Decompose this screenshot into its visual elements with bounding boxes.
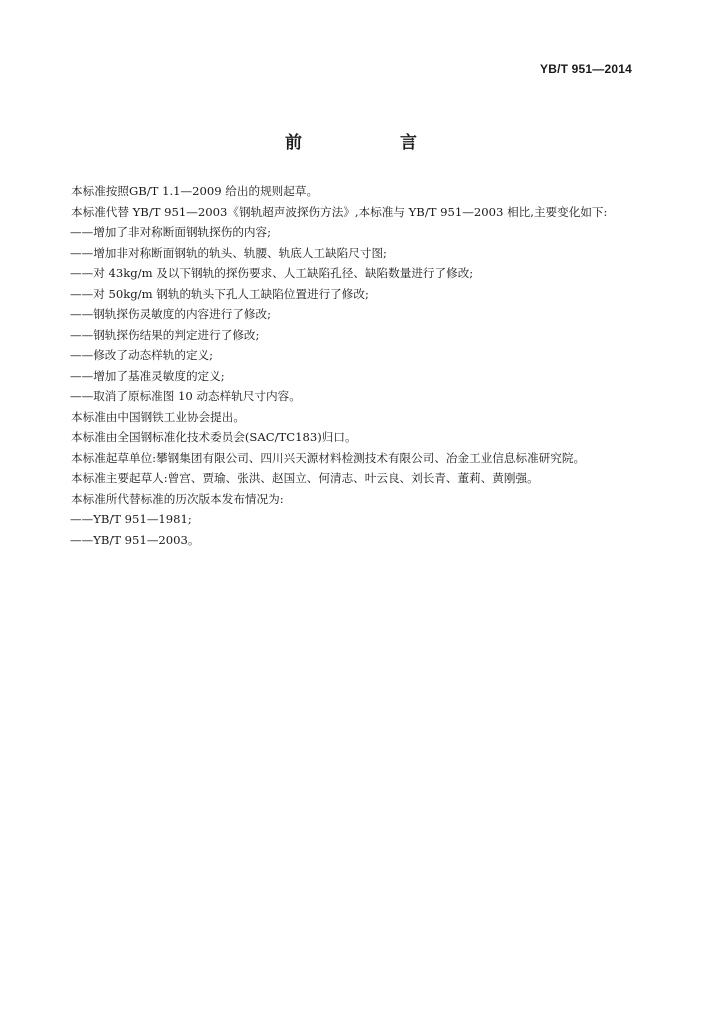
change-item: ——对 43kg/m 及以下钢轨的探伤要求、人工缺陷孔径、缺陷数量进行了修改; — [70, 266, 474, 280]
foreword-body — [48, 181, 660, 550]
history-item: ——YB/T 951—1981; — [70, 512, 192, 526]
change-item: ——钢轨探伤结果的判定进行了修改; — [70, 327, 260, 342]
change-item: ——取消了原标准图 10 动态样轨尺寸内容。 — [70, 389, 301, 403]
paragraph-drafters: 本标准主要起草人:曾宫、贾瑜、张洪、赵国立、何清志、叶云良、刘长青、董莉、黄刚强。 — [71, 471, 539, 485]
change-item: ——对 50kg/m 钢轨的轨头下孔人工缺陷位置进行了修改; — [70, 286, 369, 301]
paragraph-committee: 本标准由全国钢标准化技术委员会(SAC/TC183)归口。 — [71, 430, 357, 444]
document-code: YB/T 951—2014 — [540, 62, 632, 76]
change-item: ——修改了动态样轨的定义; — [70, 348, 214, 362]
change-item: ——增加了基准灵敏度的定义; — [70, 368, 225, 383]
history-item: ——YB/T 951—2003。 — [70, 532, 200, 547]
change-item: ——钢轨探伤灵敏度的内容进行了修改; — [70, 307, 272, 321]
page-title: 前 言 — [285, 133, 463, 153]
change-item: ——增加非对称断面钢轨的轨头、轨腰、轨底人工缺陷尺寸图; — [70, 245, 387, 260]
paragraph-drafting-units: 本标准起草单位:攀钢集团有限公司、四川兴天源材料检测技术有限公司、冶金工业信息标准研究院。 — [71, 450, 586, 465]
paragraph-proposer: 本标准由中国钢铁工业协会提出。 — [71, 409, 245, 424]
paragraph-history-intro: 本标准所代替标准的历次版本发布情况为: — [71, 491, 284, 506]
paragraph-replacement: 本标准代替 YB/T 951—2003《钢轨超声波探伤方法》,本标准与 YB/T 951—2003 相比,主要变化如下: — [71, 204, 608, 219]
paragraph-drafting-rules: 本标准按照GB/T 1.1—2009 给出的规则起草。 — [71, 184, 319, 198]
change-item: ——增加了非对称断面钢轨探伤的内容; — [70, 225, 272, 239]
